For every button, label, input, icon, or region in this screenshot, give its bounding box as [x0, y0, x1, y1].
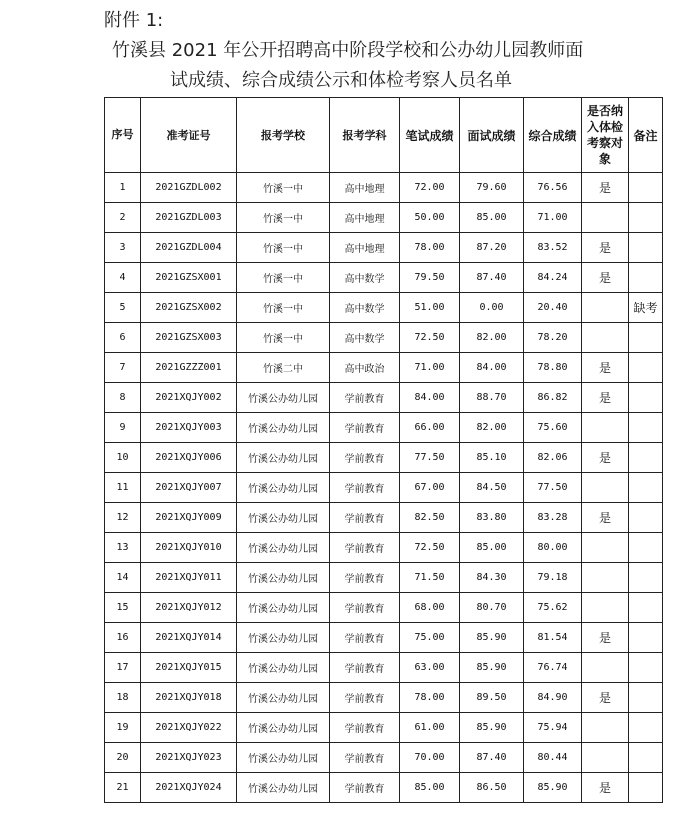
cell-written: 72.50 [400, 533, 460, 563]
cell-subject: 高中政治 [330, 353, 400, 383]
cell-total: 85.90 [524, 773, 582, 803]
cell-written: 61.00 [400, 713, 460, 743]
cell-physical [582, 293, 629, 323]
cell-remark [629, 593, 663, 623]
cell-exam-no: 2021GZDL004 [141, 233, 237, 263]
cell-physical: 是 [582, 623, 629, 653]
cell-interview: 85.90 [460, 713, 524, 743]
cell-interview: 84.00 [460, 353, 524, 383]
cell-total: 78.20 [524, 323, 582, 353]
cell-seq: 1 [105, 173, 141, 203]
cell-school: 竹溪公办幼儿园 [237, 653, 330, 683]
cell-seq: 12 [105, 503, 141, 533]
cell-remark [629, 743, 663, 773]
cell-seq: 2 [105, 203, 141, 233]
table-row [105, 713, 663, 743]
cell-remark [629, 263, 663, 293]
cell-interview: 0.00 [460, 293, 524, 323]
cell-school: 竹溪公办幼儿园 [237, 503, 330, 533]
cell-interview: 84.30 [460, 563, 524, 593]
cell-written: 78.00 [400, 683, 460, 713]
cell-seq: 6 [105, 323, 141, 353]
cell-remark: 缺考 [629, 293, 663, 323]
header-school: 报考学校 [237, 98, 330, 173]
cell-subject: 学前教育 [330, 623, 400, 653]
cell-total: 76.74 [524, 653, 582, 683]
title-line-2: 试成绩、综合成绩公示和体检考察人员名单 [170, 70, 512, 91]
cell-remark [629, 413, 663, 443]
cell-interview: 84.50 [460, 473, 524, 503]
cell-exam-no: 2021GZSX002 [141, 293, 237, 323]
table-row [105, 233, 663, 263]
cell-total: 75.94 [524, 713, 582, 743]
cell-exam-no: 2021GZSX003 [141, 323, 237, 353]
cell-physical [582, 473, 629, 503]
cell-interview: 79.60 [460, 173, 524, 203]
cell-interview: 85.90 [460, 623, 524, 653]
table-row [105, 383, 663, 413]
header-exam-no: 准考证号 [141, 98, 237, 173]
cell-written: 82.50 [400, 503, 460, 533]
cell-interview: 87.20 [460, 233, 524, 263]
cell-subject: 高中地理 [330, 203, 400, 233]
cell-interview: 82.00 [460, 413, 524, 443]
cell-remark [629, 533, 663, 563]
cell-exam-no: 2021XQJY014 [141, 623, 237, 653]
results-table [104, 97, 663, 803]
cell-school: 竹溪公办幼儿园 [237, 623, 330, 653]
cell-written: 75.00 [400, 623, 460, 653]
cell-total: 77.50 [524, 473, 582, 503]
cell-exam-no: 2021XQJY011 [141, 563, 237, 593]
header-written: 笔试成绩 [400, 98, 460, 173]
cell-seq: 4 [105, 263, 141, 293]
cell-seq: 8 [105, 383, 141, 413]
table-row [105, 443, 663, 473]
cell-written: 63.00 [400, 653, 460, 683]
table-row [105, 293, 663, 323]
cell-subject: 高中数学 [330, 323, 400, 353]
table-row [105, 503, 663, 533]
title-line-1: 竹溪县 2021 年公开招聘高中阶段学校和公办幼儿园教师面 [112, 40, 584, 61]
table-row [105, 473, 663, 503]
cell-total: 84.24 [524, 263, 582, 293]
cell-written: 50.00 [400, 203, 460, 233]
cell-total: 80.00 [524, 533, 582, 563]
cell-subject: 学前教育 [330, 563, 400, 593]
cell-written: 85.00 [400, 773, 460, 803]
cell-school: 竹溪公办幼儿园 [237, 683, 330, 713]
cell-subject: 学前教育 [330, 713, 400, 743]
cell-interview: 83.80 [460, 503, 524, 533]
cell-remark [629, 353, 663, 383]
cell-subject: 学前教育 [330, 443, 400, 473]
table-row [105, 623, 663, 653]
cell-total: 83.52 [524, 233, 582, 263]
cell-total: 78.80 [524, 353, 582, 383]
cell-exam-no: 2021XQJY009 [141, 503, 237, 533]
cell-interview: 87.40 [460, 263, 524, 293]
cell-total: 75.62 [524, 593, 582, 623]
cell-physical: 是 [582, 773, 629, 803]
cell-interview: 82.00 [460, 323, 524, 353]
cell-remark [629, 173, 663, 203]
cell-total: 86.82 [524, 383, 582, 413]
cell-written: 77.50 [400, 443, 460, 473]
cell-remark [629, 653, 663, 683]
cell-total: 82.06 [524, 443, 582, 473]
cell-remark [629, 383, 663, 413]
cell-physical: 是 [582, 233, 629, 263]
attachment-label: 附件 1: [104, 10, 164, 31]
cell-school: 竹溪公办幼儿园 [237, 563, 330, 593]
cell-seq: 21 [105, 773, 141, 803]
cell-school: 竹溪公办幼儿园 [237, 473, 330, 503]
cell-school: 竹溪一中 [237, 203, 330, 233]
table-row [105, 533, 663, 563]
cell-school: 竹溪一中 [237, 293, 330, 323]
table-row [105, 353, 663, 383]
cell-seq: 5 [105, 293, 141, 323]
cell-seq: 18 [105, 683, 141, 713]
cell-interview: 85.10 [460, 443, 524, 473]
cell-subject: 学前教育 [330, 773, 400, 803]
cell-remark [629, 683, 663, 713]
cell-seq: 13 [105, 533, 141, 563]
cell-seq: 17 [105, 653, 141, 683]
cell-physical: 是 [582, 263, 629, 293]
cell-physical [582, 593, 629, 623]
cell-exam-no: 2021GZSX001 [141, 263, 237, 293]
table-row [105, 413, 663, 443]
cell-school: 竹溪公办幼儿园 [237, 773, 330, 803]
page-title [104, 36, 674, 96]
cell-interview: 87.40 [460, 743, 524, 773]
cell-subject: 学前教育 [330, 413, 400, 443]
cell-remark [629, 203, 663, 233]
cell-physical: 是 [582, 173, 629, 203]
cell-written: 67.00 [400, 473, 460, 503]
cell-exam-no: 2021GZDL002 [141, 173, 237, 203]
cell-subject: 高中地理 [330, 173, 400, 203]
cell-exam-no: 2021XQJY024 [141, 773, 237, 803]
cell-subject: 高中数学 [330, 293, 400, 323]
cell-total: 20.40 [524, 293, 582, 323]
cell-exam-no: 2021XQJY002 [141, 383, 237, 413]
cell-total: 83.28 [524, 503, 582, 533]
cell-seq: 9 [105, 413, 141, 443]
cell-seq: 16 [105, 623, 141, 653]
header-physical: 是否纳入体检考察对象 [582, 98, 629, 173]
cell-school: 竹溪一中 [237, 263, 330, 293]
cell-remark [629, 473, 663, 503]
cell-physical [582, 323, 629, 353]
cell-school: 竹溪公办幼儿园 [237, 593, 330, 623]
cell-written: 68.00 [400, 593, 460, 623]
cell-subject: 学前教育 [330, 593, 400, 623]
cell-subject: 学前教育 [330, 743, 400, 773]
table-body [105, 173, 663, 803]
cell-total: 84.90 [524, 683, 582, 713]
table-row [105, 563, 663, 593]
cell-remark [629, 713, 663, 743]
cell-physical [582, 563, 629, 593]
table-row [105, 743, 663, 773]
cell-seq: 20 [105, 743, 141, 773]
table-row [105, 263, 663, 293]
cell-subject: 学前教育 [330, 383, 400, 413]
cell-exam-no: 2021XQJY010 [141, 533, 237, 563]
cell-seq: 15 [105, 593, 141, 623]
cell-interview: 85.00 [460, 533, 524, 563]
cell-total: 71.00 [524, 203, 582, 233]
cell-physical [582, 413, 629, 443]
cell-written: 70.00 [400, 743, 460, 773]
header-interview: 面试成绩 [460, 98, 524, 173]
cell-total: 76.56 [524, 173, 582, 203]
cell-physical [582, 203, 629, 233]
cell-exam-no: 2021XQJY012 [141, 593, 237, 623]
cell-subject: 学前教育 [330, 533, 400, 563]
cell-exam-no: 2021XQJY023 [141, 743, 237, 773]
cell-physical: 是 [582, 443, 629, 473]
cell-subject: 学前教育 [330, 653, 400, 683]
cell-written: 71.50 [400, 563, 460, 593]
cell-school: 竹溪一中 [237, 323, 330, 353]
cell-seq: 11 [105, 473, 141, 503]
cell-total: 75.60 [524, 413, 582, 443]
cell-exam-no: 2021XQJY006 [141, 443, 237, 473]
cell-interview: 80.70 [460, 593, 524, 623]
cell-seq: 14 [105, 563, 141, 593]
cell-physical [582, 653, 629, 683]
cell-physical: 是 [582, 383, 629, 413]
table-row [105, 773, 663, 803]
cell-remark [629, 323, 663, 353]
cell-remark [629, 563, 663, 593]
cell-school: 竹溪一中 [237, 233, 330, 263]
cell-total: 79.18 [524, 563, 582, 593]
cell-written: 51.00 [400, 293, 460, 323]
cell-interview: 89.50 [460, 683, 524, 713]
cell-school: 竹溪公办幼儿园 [237, 533, 330, 563]
cell-physical: 是 [582, 503, 629, 533]
cell-school: 竹溪一中 [237, 173, 330, 203]
cell-written: 78.00 [400, 233, 460, 263]
cell-school: 竹溪公办幼儿园 [237, 413, 330, 443]
cell-written: 66.00 [400, 413, 460, 443]
cell-physical: 是 [582, 683, 629, 713]
cell-school: 竹溪二中 [237, 353, 330, 383]
cell-exam-no: 2021XQJY003 [141, 413, 237, 443]
cell-subject: 高中数学 [330, 263, 400, 293]
cell-school: 竹溪公办幼儿园 [237, 713, 330, 743]
cell-subject: 高中地理 [330, 233, 400, 263]
cell-remark [629, 623, 663, 653]
cell-subject: 学前教育 [330, 503, 400, 533]
cell-seq: 10 [105, 443, 141, 473]
cell-physical [582, 533, 629, 563]
cell-interview: 86.50 [460, 773, 524, 803]
cell-exam-no: 2021GZZZ001 [141, 353, 237, 383]
cell-written: 79.50 [400, 263, 460, 293]
header-total: 综合成绩 [524, 98, 582, 173]
cell-exam-no: 2021XQJY022 [141, 713, 237, 743]
cell-school: 竹溪公办幼儿园 [237, 383, 330, 413]
header-subject: 报考学科 [330, 98, 400, 173]
header-seq: 序号 [105, 98, 141, 173]
cell-subject: 学前教育 [330, 683, 400, 713]
cell-remark [629, 233, 663, 263]
cell-remark [629, 503, 663, 533]
cell-remark [629, 443, 663, 473]
cell-remark [629, 773, 663, 803]
table-row [105, 203, 663, 233]
cell-physical [582, 743, 629, 773]
table-row [105, 593, 663, 623]
cell-interview: 88.70 [460, 383, 524, 413]
cell-exam-no: 2021XQJY015 [141, 653, 237, 683]
cell-total: 80.44 [524, 743, 582, 773]
cell-seq: 7 [105, 353, 141, 383]
cell-physical: 是 [582, 353, 629, 383]
cell-interview: 85.00 [460, 203, 524, 233]
table-row [105, 173, 663, 203]
cell-written: 71.00 [400, 353, 460, 383]
cell-seq: 3 [105, 233, 141, 263]
cell-written: 84.00 [400, 383, 460, 413]
table-row [105, 323, 663, 353]
cell-school: 竹溪公办幼儿园 [237, 443, 330, 473]
cell-seq: 19 [105, 713, 141, 743]
cell-written: 72.00 [400, 173, 460, 203]
cell-subject: 学前教育 [330, 473, 400, 503]
cell-school: 竹溪公办幼儿园 [237, 743, 330, 773]
cell-written: 72.50 [400, 323, 460, 353]
table-header-row [105, 98, 663, 173]
cell-exam-no: 2021GZDL003 [141, 203, 237, 233]
table-row [105, 683, 663, 713]
cell-interview: 85.90 [460, 653, 524, 683]
cell-exam-no: 2021XQJY018 [141, 683, 237, 713]
cell-exam-no: 2021XQJY007 [141, 473, 237, 503]
cell-total: 81.54 [524, 623, 582, 653]
cell-physical [582, 713, 629, 743]
header-remark: 备注 [629, 98, 663, 173]
table-row [105, 653, 663, 683]
